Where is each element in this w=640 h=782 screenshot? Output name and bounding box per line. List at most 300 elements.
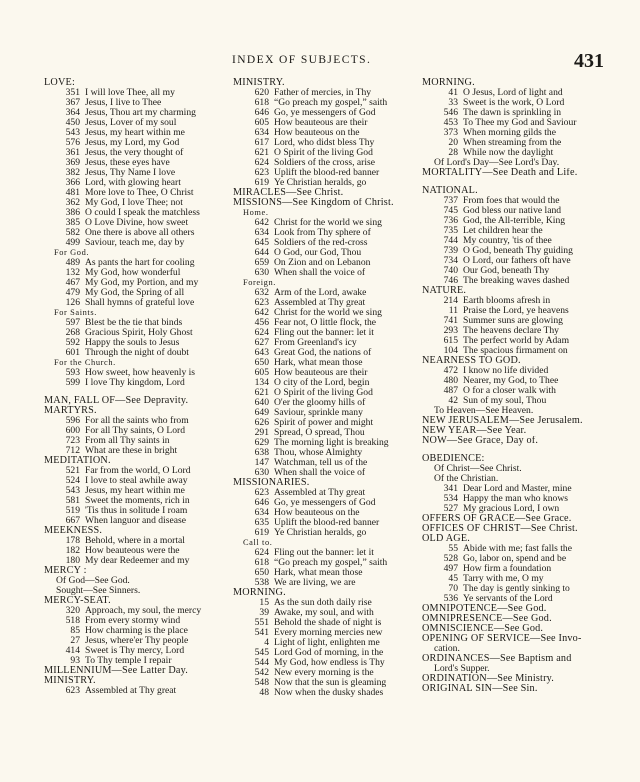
hymn-entry [44, 426, 230, 436]
hymn-entry [422, 504, 608, 514]
hymn-number: 746 [443, 276, 458, 286]
hymn-entry [233, 228, 417, 238]
hymn-first-line: O Spirit of the living God [274, 148, 373, 158]
hymn-number: 634 [254, 228, 269, 238]
hymn-entry [233, 268, 417, 278]
hymn-entry [233, 688, 417, 698]
hymn-first-line: Every morning mercies new [274, 628, 383, 638]
hymn-number: 597 [65, 318, 80, 328]
hymn-first-line: Soldiers of the cross, arise [274, 158, 375, 168]
hymn-entry [233, 328, 417, 338]
hymn-number: 93 [70, 656, 80, 666]
hymn-entry [233, 618, 417, 628]
hymn-entry [233, 218, 417, 228]
hymn-first-line: From all Thy saints in [85, 436, 170, 446]
hymn-entry [44, 626, 230, 636]
hymn-first-line: Dear Lord and Master, mine [463, 484, 572, 494]
hymn-entry [422, 148, 608, 158]
hymn-entry [422, 216, 608, 226]
subheading: For Saints. [54, 308, 97, 317]
hymn-entry [44, 616, 230, 626]
hymn-first-line: The perfect world by Adam [463, 336, 570, 346]
hymn-entry [233, 598, 417, 608]
hymn-entry [233, 348, 417, 358]
hymn-first-line: O'er the gloomy hills of [274, 398, 366, 408]
hymn-entry [233, 518, 417, 528]
hymn-entry [422, 544, 608, 554]
index-column-2 [233, 78, 417, 698]
hymn-first-line: O Jesus, Lord of light and [463, 88, 563, 98]
hymn-number: 373 [443, 128, 458, 138]
hymn-entry [422, 88, 608, 98]
hymn-first-line: How beauteous are their [274, 118, 368, 128]
hymn-number: 619 [254, 528, 269, 538]
hymn-first-line: Sweet is Thy mercy, Lord [85, 646, 185, 656]
hymn-entry [44, 606, 230, 616]
subject-heading: NEW JERUSALEM—See Jerusalem. [422, 416, 583, 426]
hymn-first-line: Abide with me; fast falls the [463, 544, 572, 554]
hymn-first-line: How beauteous were the [85, 546, 180, 556]
hymn-first-line: Fling out the banner: let it [274, 548, 374, 558]
hymn-number: 480 [443, 376, 458, 386]
hymn-first-line: Approach, my soul, the mercy [85, 606, 202, 616]
hymn-first-line: Jesus, Lover of my soul [85, 118, 177, 128]
hymn-first-line: O city of the Lord, begin [274, 378, 370, 388]
hymn-first-line: Sweet the moments, rich in [85, 496, 190, 506]
hymn-entry [422, 118, 608, 128]
hymn-first-line: Jesus, the very thought of [85, 148, 184, 158]
hymn-entry [422, 256, 608, 266]
hymn-number: 618 [254, 558, 269, 568]
hymn-number: 41 [448, 88, 458, 98]
hymn-first-line: My gracious Lord, I own [463, 504, 560, 514]
cross-reference: Of Christ—See Christ. [434, 464, 522, 474]
running-title: INDEX OF SUBJECTS. [232, 54, 372, 66]
hymn-entry [422, 564, 608, 574]
hymn-number: 538 [254, 578, 269, 588]
subject-heading: NATURE. [422, 286, 467, 296]
hymn-first-line: New every morning is the [274, 668, 374, 678]
hymn-first-line: Jesus, Thy Name I love [85, 168, 176, 178]
hymn-first-line: Saviour, teach me, day by [85, 238, 185, 248]
hymn-entry [44, 258, 230, 268]
hymn-entry [44, 98, 230, 108]
hymn-number: 104 [443, 346, 458, 356]
hymn-entry [422, 484, 608, 494]
hymn-number: 739 [443, 246, 458, 256]
hymn-entry [44, 118, 230, 128]
hymn-number: 467 [65, 278, 80, 288]
hymn-entry [422, 554, 608, 564]
hymn-first-line: The morning light is breaking [274, 438, 389, 448]
hymn-entry [233, 568, 417, 578]
subject-heading: NATIONAL. [422, 186, 478, 196]
hymn-first-line: From Greenland's icy [274, 338, 357, 348]
hymn-entry [44, 158, 230, 168]
hymn-entry [422, 376, 608, 386]
hymn-entry [233, 168, 417, 178]
hymn-number: 536 [443, 594, 458, 604]
hymn-entry [422, 594, 608, 604]
hymn-number: 369 [65, 158, 80, 168]
subheading: For God. [54, 248, 90, 257]
hymn-first-line: Assembled at Thy great [274, 488, 366, 498]
hymn-number: 627 [254, 338, 269, 348]
hymn-number: 624 [254, 158, 269, 168]
hymn-number: 519 [65, 506, 80, 516]
hymn-number: 723 [65, 436, 80, 446]
hymn-number: 518 [65, 616, 80, 626]
page-header [0, 52, 640, 72]
subheading: Foreign. [243, 278, 276, 287]
hymn-number: 147 [254, 458, 269, 468]
hymn-entry [233, 488, 417, 498]
hymn-number: 626 [254, 418, 269, 428]
hymn-first-line: Blest be the tie that binds [85, 318, 183, 328]
hymn-number: 546 [443, 108, 458, 118]
hymn-entry [44, 218, 230, 228]
hymn-entry [233, 528, 417, 538]
hymn-entry [233, 668, 417, 678]
hymn-first-line: Jesus, Thou art my charming [85, 108, 196, 118]
hymn-first-line: Through the night of doubt [85, 348, 189, 358]
hymn-entry [44, 636, 230, 646]
hymn-number: 640 [254, 398, 269, 408]
hymn-number: 634 [254, 508, 269, 518]
hymn-first-line: I love to steal awhile away [85, 476, 188, 486]
subject-heading: OFFERS OF GRACE—See Grace. [422, 514, 572, 524]
hymn-number: 615 [443, 336, 458, 346]
hymn-first-line: Happy the souls to Jesus [85, 338, 180, 348]
hymn-number: 646 [254, 498, 269, 508]
subheading: For the Church. [54, 358, 116, 367]
hymn-number: 630 [254, 468, 269, 478]
hymn-first-line: God, the All-terrible, King [463, 216, 566, 226]
cross-reference: Of the Christian. [434, 474, 499, 484]
hymn-entry [233, 318, 417, 328]
hymn-first-line: Look from Thy sphere of [274, 228, 371, 238]
subheading: Call to. [243, 538, 273, 547]
subheading: Home. [243, 208, 269, 217]
hymn-first-line: My God, my Portion, and my [85, 278, 199, 288]
hymn-entry [422, 196, 608, 206]
hymn-entry [233, 298, 417, 308]
hymn-entry [44, 646, 230, 656]
hymn-number: 599 [65, 378, 80, 388]
hymn-entry [44, 446, 230, 456]
hymn-first-line: “Go preach my gospel,” saith [274, 558, 388, 568]
hymn-entry [233, 378, 417, 388]
hymn-entry [422, 396, 608, 406]
hymn-first-line: Go, ye messengers of God [274, 498, 376, 508]
hymn-number: 527 [443, 504, 458, 514]
hymn-number: 634 [254, 128, 269, 138]
hymn-entry [44, 88, 230, 98]
subject-heading: OPENING OF SERVICE—See Invo- [422, 634, 582, 644]
hymn-number: 382 [65, 168, 80, 178]
hymn-number: 543 [65, 486, 80, 496]
hymn-entry [233, 98, 417, 108]
hymn-first-line: How sweet, how heavenly is [85, 368, 196, 378]
hymn-entry [44, 436, 230, 446]
hymn-number: 180 [65, 556, 80, 566]
hymn-entry [233, 458, 417, 468]
hymn-number: 33 [448, 98, 458, 108]
hymn-number: 745 [443, 206, 458, 216]
hymn-entry [44, 298, 230, 308]
hymn-entry [44, 228, 230, 238]
hymn-first-line: O Love Divine, how sweet [85, 218, 189, 228]
subject-heading: MIRACLES—See Christ. [233, 188, 344, 198]
hymn-number: 744 [443, 236, 458, 246]
spacer [422, 178, 608, 186]
hymn-number: 497 [443, 564, 458, 574]
hymn-entry [233, 308, 417, 318]
hymn-number: 623 [254, 298, 269, 308]
hymn-first-line: Uplift the blood-red banner [274, 168, 380, 178]
hymn-first-line: To Thy temple I repair [85, 656, 172, 666]
hymn-first-line: To Thee my God and Saviour [463, 118, 577, 128]
hymn-first-line: My God, I love Thee; not [85, 198, 183, 208]
hymn-number: 15 [259, 598, 269, 608]
hymn-entry [44, 378, 230, 388]
hymn-entry [233, 108, 417, 118]
hymn-entry [44, 556, 230, 566]
hymn-first-line: Assembled at Thy great [85, 686, 177, 696]
hymn-first-line: Let children hear the [463, 226, 543, 236]
hymn-number: 629 [254, 438, 269, 448]
hymn-number: 601 [65, 348, 80, 358]
hymn-first-line: The spacious firmament on [463, 346, 568, 356]
hymn-entry [44, 328, 230, 338]
hymn-first-line: Nearer, my God, to Thee [463, 376, 559, 386]
hymn-entry [44, 128, 230, 138]
hymn-entry [233, 498, 417, 508]
hymn-entry [44, 486, 230, 496]
hymn-number: 624 [254, 328, 269, 338]
hymn-entry [422, 236, 608, 246]
hymn-first-line: 'Tis thus in solitude I roam [85, 506, 188, 516]
hymn-first-line: When shall the voice of [274, 468, 366, 478]
hymn-entry [422, 316, 608, 326]
hymn-first-line: Fling out the banner: let it [274, 328, 374, 338]
page-number: 431 [574, 50, 604, 72]
hymn-number: 592 [65, 338, 80, 348]
hymn-first-line: Go, ye messengers of God [274, 108, 376, 118]
hymn-entry [233, 118, 417, 128]
hymn-number: 85 [70, 626, 80, 636]
hymn-first-line: O could I speak the matchless [85, 208, 200, 218]
cross-reference: Lord's Supper. [434, 664, 490, 674]
hymn-first-line: Assembled at Thy great [274, 298, 366, 308]
hymn-entry [233, 438, 417, 448]
hymn-first-line: I know no life divided [463, 366, 549, 376]
hymn-first-line: O for a closer walk with [463, 386, 556, 396]
hymn-entry [44, 656, 230, 666]
hymn-first-line: Tarry with me, O my [463, 574, 544, 584]
hymn-number: 593 [65, 368, 80, 378]
hymn-entry [422, 108, 608, 118]
hymn-number: 182 [65, 546, 80, 556]
hymn-first-line: Arm of the Lord, awake [274, 288, 367, 298]
subject-heading: MEDITATION. [44, 456, 111, 466]
hymn-first-line: Earth blooms afresh in [463, 296, 551, 306]
hymn-number: 638 [254, 448, 269, 458]
hymn-entry [233, 608, 417, 618]
hymn-entry [422, 276, 608, 286]
hymn-first-line: As the sun doth daily rise [274, 598, 372, 608]
hymn-first-line: Lord, with glowing heart [85, 178, 181, 188]
hymn-entry [233, 658, 417, 668]
subject-heading: MEEKNESS. [44, 526, 103, 536]
cross-reference: To Heaven—See Heaven. [434, 406, 534, 416]
hymn-entry [44, 516, 230, 526]
hymn-number: 542 [254, 668, 269, 678]
hymn-number: 712 [65, 446, 80, 456]
hymn-first-line: As pants the hart for cooling [85, 258, 195, 268]
hymn-number: 740 [443, 266, 458, 276]
hymn-first-line: How beauteous on the [274, 508, 360, 518]
subject-heading: MORTALITY—See Death and Life. [422, 168, 578, 178]
hymn-number: 534 [443, 494, 458, 504]
subject-heading: ORDINANCES—See Baptism and [422, 654, 572, 664]
hymn-entry [44, 198, 230, 208]
hymn-number: 45 [448, 574, 458, 584]
hymn-number: 621 [254, 148, 269, 158]
hymn-entry [233, 408, 417, 418]
hymn-entry [422, 584, 608, 594]
hymn-first-line: The heavens declare Thy [463, 326, 559, 336]
hymn-first-line: Jesus, I live to Thee [85, 98, 162, 108]
hymn-entry [233, 558, 417, 568]
hymn-first-line: My God, how endless is Thy [274, 658, 385, 668]
hymn-entry [44, 138, 230, 148]
hymn-number: 487 [443, 386, 458, 396]
hymn-entry [233, 388, 417, 398]
hymn-number: 735 [443, 226, 458, 236]
hymn-entry [233, 238, 417, 248]
hymn-entry [44, 338, 230, 348]
hymn-first-line: Light of light, enlighten me [274, 638, 380, 648]
hymn-number: 667 [65, 516, 80, 526]
hymn-number: 635 [254, 518, 269, 528]
hymn-first-line: Fear not, O little flock, the [274, 318, 377, 328]
hymn-first-line: While now the daylight [463, 148, 554, 158]
hymn-first-line: O Spirit of the living God [274, 388, 373, 398]
hymn-entry [44, 188, 230, 198]
hymn-first-line: Great God, the nations of [274, 348, 372, 358]
hymn-first-line: Jesus, my Lord, my God [85, 138, 180, 148]
hymn-number: 27 [70, 636, 80, 646]
hymn-entry [44, 278, 230, 288]
hymn-entry [422, 98, 608, 108]
hymn-first-line: O God, our God, Thou [274, 248, 362, 258]
hymn-first-line: O God, beneath Thy guiding [463, 246, 573, 256]
hymn-first-line: Christ for the world we sing [274, 218, 382, 228]
hymn-number: 644 [254, 248, 269, 258]
hymn-number: 620 [254, 88, 269, 98]
hymn-first-line: Jesus, my heart within me [85, 486, 185, 496]
hymn-first-line: My God, how wonderful [85, 268, 181, 278]
hymn-number: 361 [65, 148, 80, 158]
subject-heading: LOVE: [44, 78, 75, 88]
hymn-number: 581 [65, 496, 80, 506]
hymn-first-line: When languor and disease [85, 516, 186, 526]
hymn-number: 605 [254, 118, 269, 128]
hymn-entry [422, 326, 608, 336]
hymn-number: 268 [65, 328, 80, 338]
hymn-number: 741 [443, 316, 458, 326]
hymn-entry [233, 428, 417, 438]
hymn-first-line: Sweet is the work, O Lord [463, 98, 565, 108]
hymn-first-line: Awake, my soul, and with [274, 608, 374, 618]
hymn-first-line: We are living, we are [274, 578, 356, 588]
subject-heading: MISSIONARIES. [233, 478, 310, 488]
subject-heading: OLD AGE. [422, 534, 471, 544]
hymn-number: 623 [254, 168, 269, 178]
hymn-first-line: From foes that would the [463, 196, 560, 206]
hymn-number: 617 [254, 138, 269, 148]
hymn-number: 659 [254, 258, 269, 268]
hymn-entry [233, 648, 417, 658]
hymn-number: 642 [254, 308, 269, 318]
subject-heading: NOW—See Grace, Day of. [422, 436, 539, 446]
hymn-number: 649 [254, 408, 269, 418]
hymn-first-line: Hark, what mean those [274, 568, 363, 578]
hymn-first-line: The dawn is sprinkling in [463, 108, 562, 118]
hymn-number: 623 [65, 686, 80, 696]
hymn-first-line: For all the saints who from [85, 416, 189, 426]
hymn-number: 524 [65, 476, 80, 486]
hymn-entry [233, 138, 417, 148]
hymn-first-line: One there is above all others [85, 228, 195, 238]
hymn-number: 481 [65, 188, 80, 198]
hymn-entry [422, 246, 608, 256]
subject-heading: OFFICES OF CHRIST—See Christ. [422, 524, 578, 534]
hymn-first-line: Spirit of power and might [274, 418, 374, 428]
hymn-first-line: Praise the Lord, ye heavens [463, 306, 569, 316]
hymn-entry [422, 128, 608, 138]
hymn-number: 291 [254, 428, 269, 438]
hymn-number: 351 [65, 88, 80, 98]
hymn-number: 600 [65, 426, 80, 436]
hymn-number: 623 [254, 488, 269, 498]
hymn-entry [44, 536, 230, 546]
hymn-entry [422, 296, 608, 306]
hymn-number: 28 [448, 148, 458, 158]
hymn-number: 414 [65, 646, 80, 656]
hymn-first-line: Ye Christian heralds, go [274, 528, 367, 538]
subject-heading: MISSIONS—See Kingdom of Christ. [233, 198, 394, 208]
hymn-entry [44, 466, 230, 476]
hymn-first-line: Happy the man who knows [463, 494, 568, 504]
hymn-number: 545 [254, 648, 269, 658]
hymn-first-line: The breaking waves dashed [463, 276, 570, 286]
hymn-first-line: Shall hymns of grateful love [85, 298, 195, 308]
hymn-entry [233, 628, 417, 638]
hymn-first-line: The day is gently sinking to [463, 584, 570, 594]
hymn-entry [422, 266, 608, 276]
subject-heading: NEARNESS TO GOD. [422, 356, 521, 366]
hymn-entry [422, 386, 608, 396]
hymn-entry [233, 158, 417, 168]
hymn-entry [422, 138, 608, 148]
hymn-entry [44, 148, 230, 158]
subject-heading: OBEDIENCE: [422, 454, 485, 464]
hymn-number: 596 [65, 416, 80, 426]
subject-heading: ORIGINAL SIN—See Sin. [422, 684, 538, 694]
hymn-number: 55 [448, 544, 458, 554]
